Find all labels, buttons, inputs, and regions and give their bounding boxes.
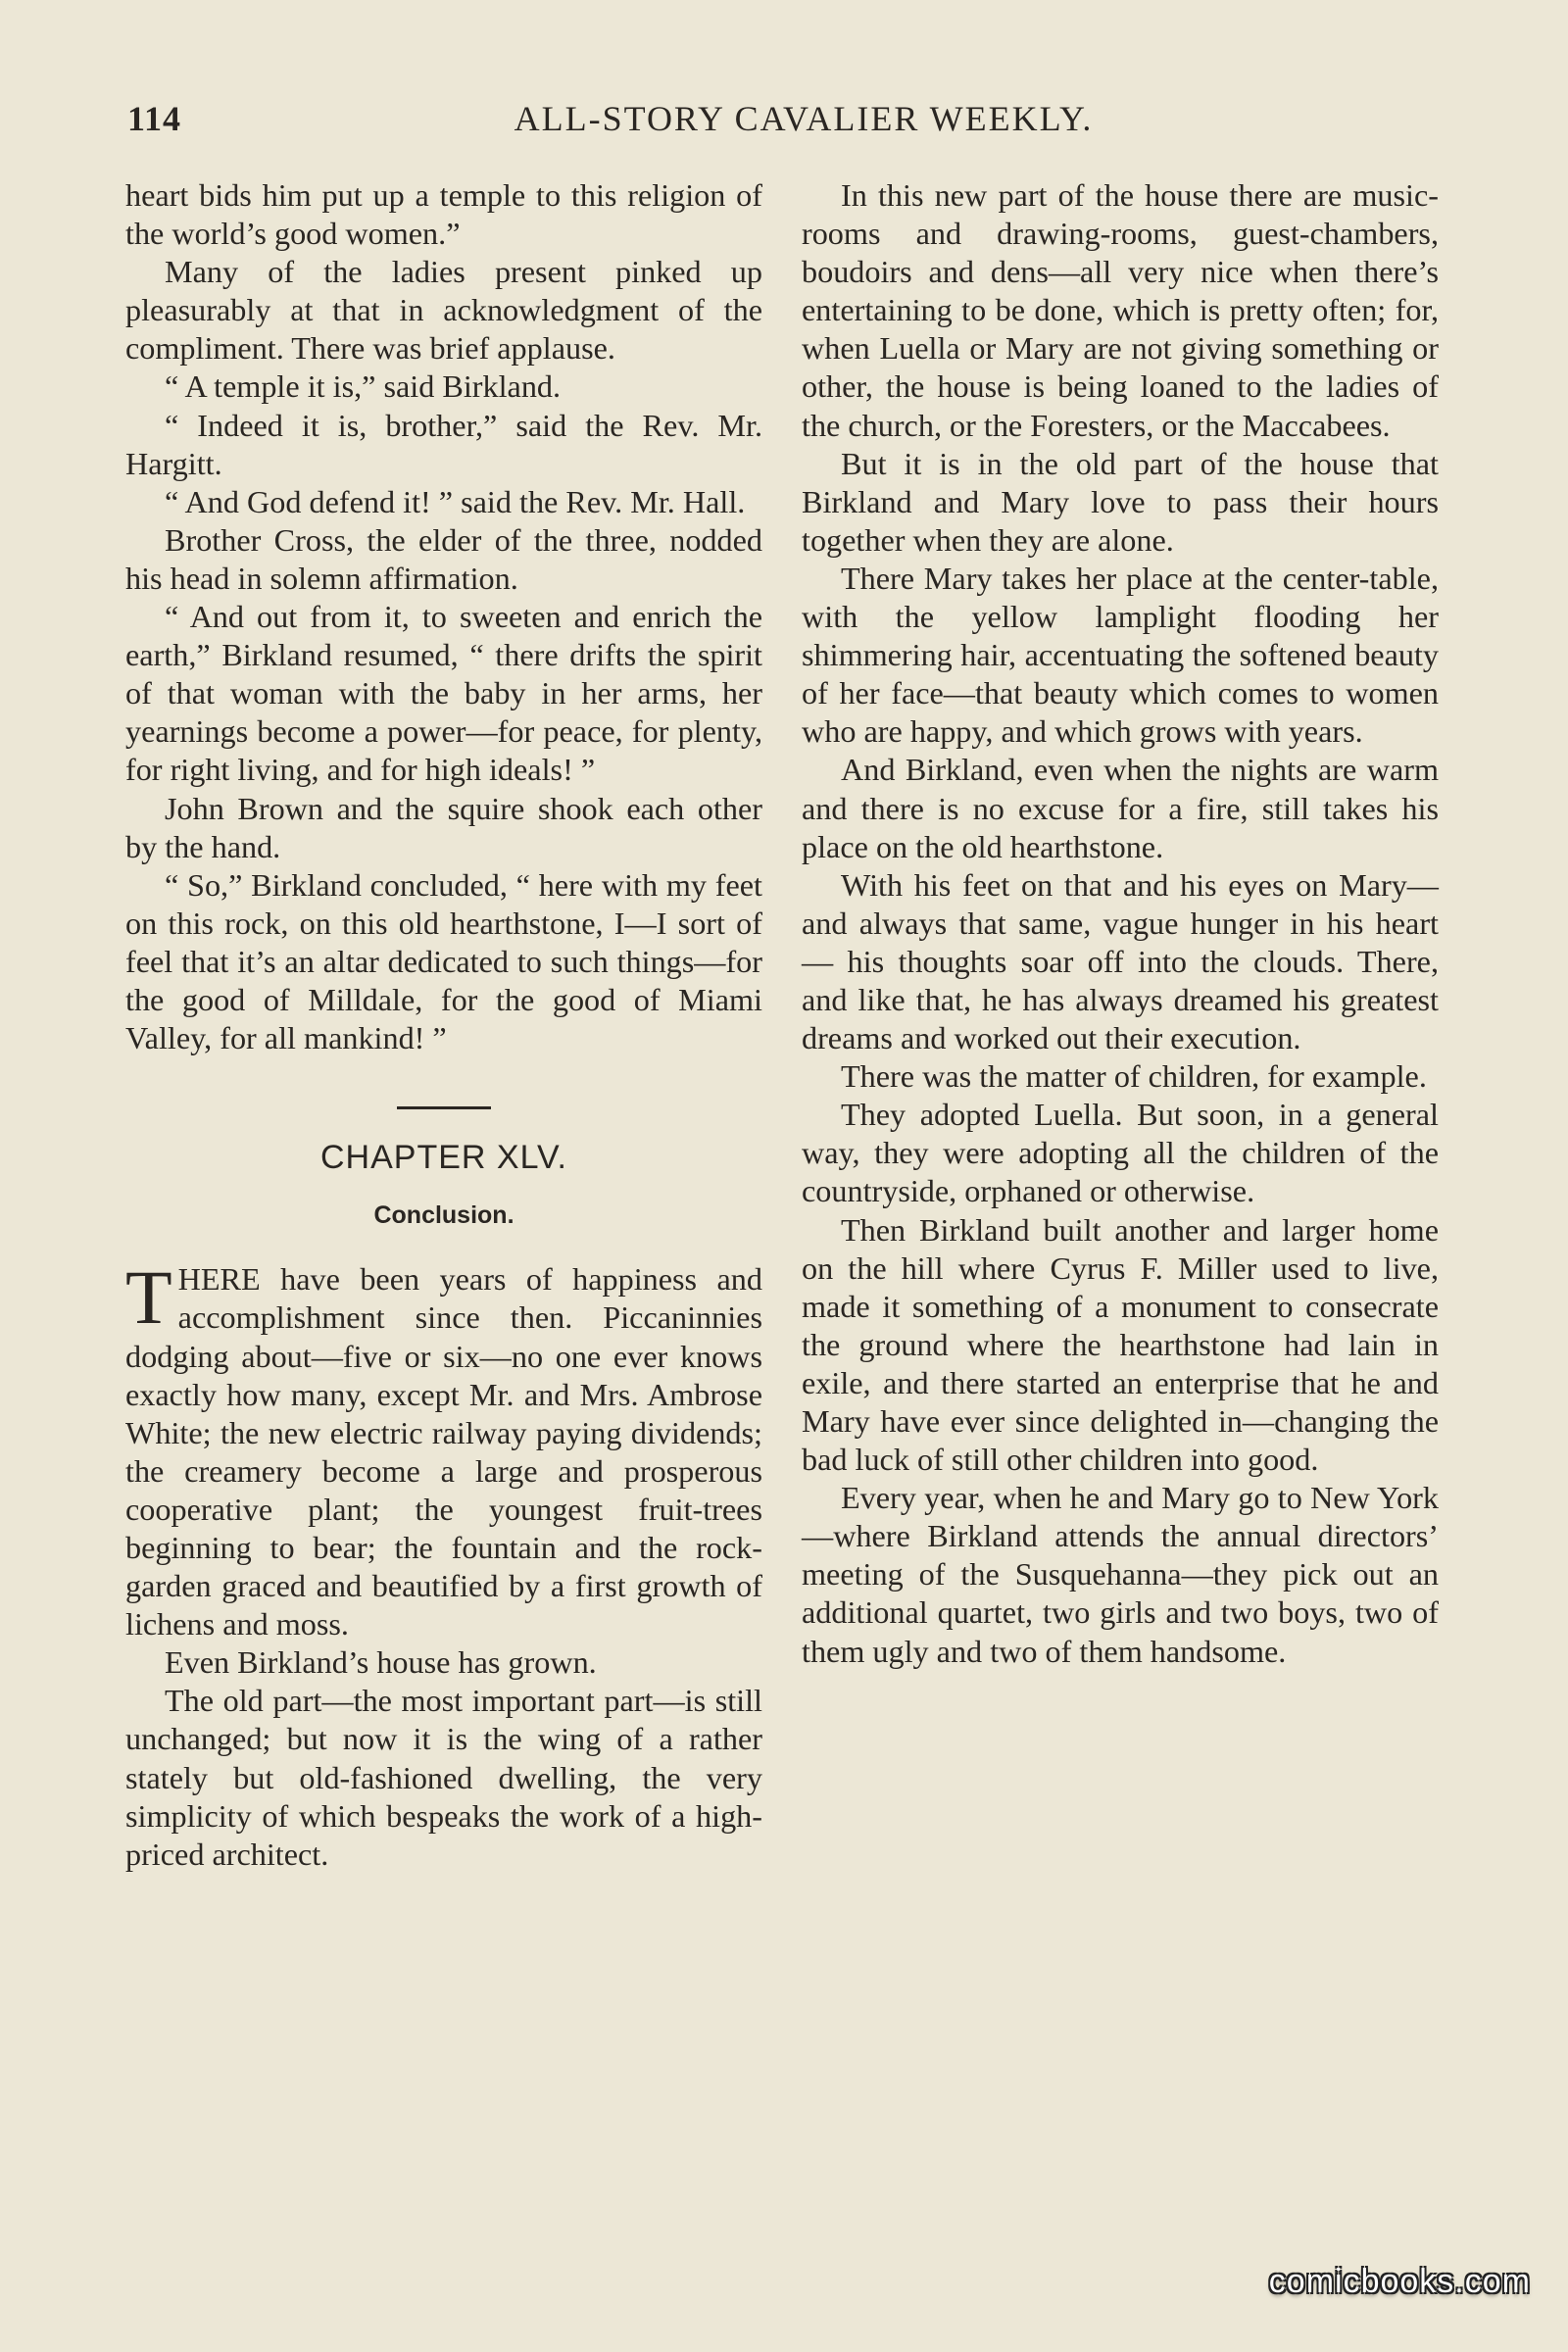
paragraph: They adopted Luella. But soon, in a general way, they were adopting all the children of the countryside, orphaned or otherwise.	[802, 1097, 1439, 1209]
running-head: ALL-STORY CAVALIER WEEKLY.	[514, 99, 1094, 138]
paragraph: Every year, when he and Mary go to New York—where Birkland attends the annual directors’ meeting of the Susquehanna—they pick out an additional quartet, two girls and two boys, two of them ugly and two of them handsome.	[802, 1480, 1439, 1669]
paragraph: Then Birkland built another and larger home on the hill where Cyrus F. Miller used to live, made it something of a monument to consecrate the ground where the hearthstone had lain in exile, and there started an enterprise that he and Mary have ever since delighted in—changing the bad luck of still other children into good.	[802, 1211, 1439, 1478]
paragraph: heart bids him put up a temple to this religion of the world’s good women.”	[125, 177, 762, 252]
paragraph: “ And God defend it! ” said the Rev. Mr. Hall.	[165, 483, 746, 519]
section-rule	[397, 1106, 491, 1109]
paragraph: Even Birkland’s house has grown.	[165, 1644, 597, 1681]
page-number: 114	[127, 99, 182, 138]
paragraph: In this new part of the house there are music-rooms and drawing-rooms, guest-chambers, boudoirs and dens—all very nice when there’s entertaining to be done, which is pretty often; for, when Luella or Mary are not giving something or other, the house is being loaned to the ladies of the church, or the Foresters, or the Maccabees.	[802, 177, 1439, 443]
chapter-heading	[125, 1106, 762, 1235]
right-column	[802, 176, 1439, 1671]
paragraph: There Mary takes her place at the center-table, with the yellow lamplight flooding her shimmering hair, accentuating the softened beauty of her face—that beauty which comes to women who are happy, and which grows with years.	[802, 560, 1439, 750]
left-column	[125, 176, 762, 1874]
paragraph: “ So,” Birkland concluded, “ here with my feet on this rock, on this old hearthstone, I—I sort of feel that it’s an altar dedicated to such things—for the good of Milldale, for the good of Miami Valley, for all mankind! ”	[125, 866, 762, 1056]
paragraph: The old part—the most important part—is still unchanged; but now it is the wing of a rather stately but old-fashioned dwelling, the very simplicity of which bespeaks the work of a high-priced architect.	[125, 1683, 762, 1872]
paragraph: With his feet on that and his eyes on Mary—and always that same, vague hunger in his heart — his thoughts soar off into the clouds. There, and like that, he has always dreamed his greatest dreams and worked out their execution.	[802, 866, 1439, 1056]
paragraph: And Birkland, even when the nights are warm and there is no excuse for a fire, still takes his place on the old hearthstone.	[802, 752, 1439, 864]
paragraph-text: HERE have been years of happiness and accomplishment since then. Piccaninnies dodging about—five or six—no one ever knows exactly how many, except Mr. and Mrs. Ambrose White; the new electric railway paying dividends; the creamery become a large and prosperous cooperative plant; the youngest fruit-trees beginning to bear; the fountain and the rock-garden graced and beautified by a first growth of lichens and moss.	[125, 1261, 762, 1642]
page-header	[127, 98, 1441, 157]
chapter-title: CHAPTER XLV.	[320, 1139, 567, 1177]
drop-cap: T	[125, 1254, 172, 1341]
paragraph: There was the matter of children, for example.	[841, 1058, 1427, 1095]
paragraph: Many of the ladies present pinked up pleasurably at that in acknowledgment of the compliment. There was brief applause.	[125, 254, 762, 367]
chapter-subtitle: Conclusion.	[373, 1201, 514, 1230]
watermark: comicbooks.com	[1268, 2263, 1531, 2300]
paragraph: But it is in the old part of the house that Birkland and Mary love to pass their hours together when they are alone.	[802, 445, 1439, 558]
paragraph: John Brown and the squire shook each other by the hand.	[125, 790, 762, 864]
chapter-opening-paragraph	[125, 1254, 762, 1643]
paragraph: “ A temple it is,” said Birkland.	[165, 368, 562, 405]
paragraph: “ Indeed it is, brother,” said the Rev. Mr. Hargitt.	[125, 407, 762, 481]
paragraph: “ And out from it, to sweeten and enrich the earth,” Birkland resumed, “ there drifts the spirit of that woman with the baby in her arms, her yearnings become a power—for peace, for plenty, for right living, and for high ideals! ”	[125, 599, 762, 788]
paragraph: Brother Cross, the elder of the three, nodded his head in solemn affirmation.	[125, 521, 762, 596]
